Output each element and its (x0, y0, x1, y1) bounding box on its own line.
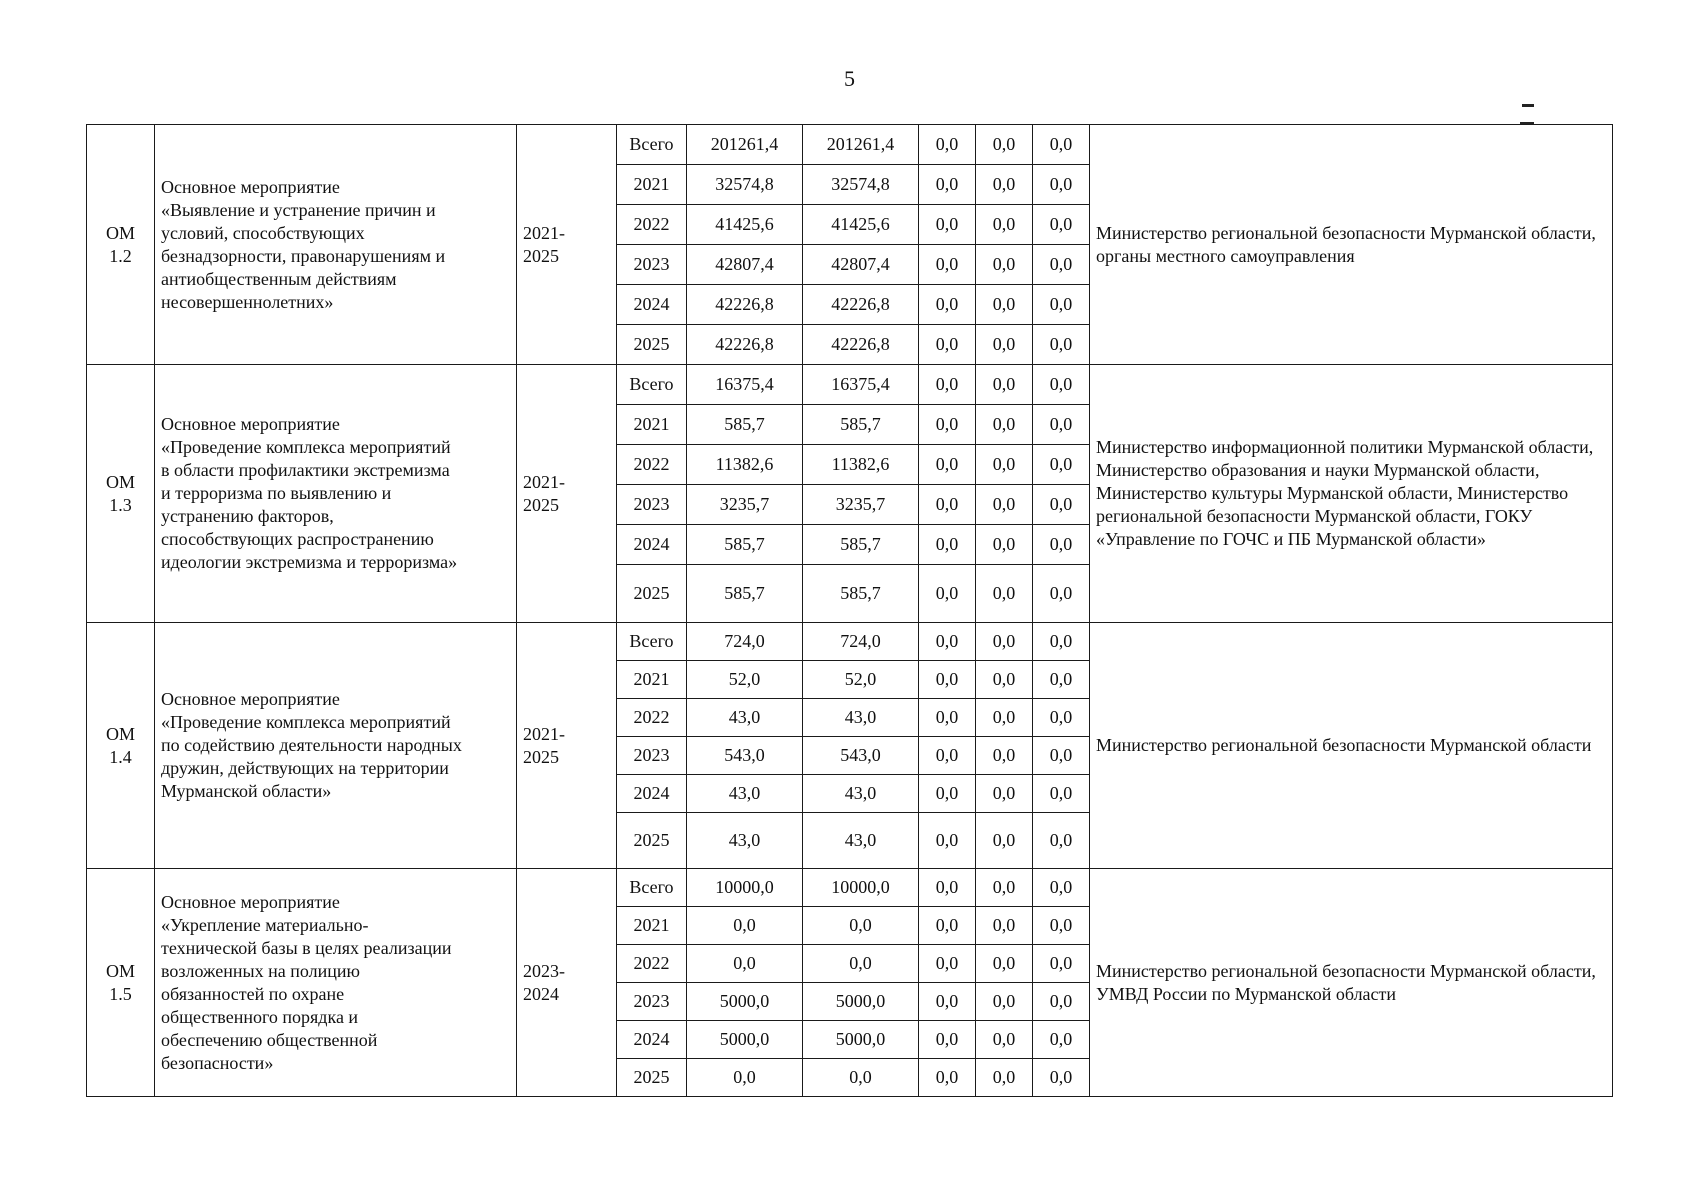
year-cell: Всего (617, 125, 687, 165)
value-local-cell: 0,0 (976, 525, 1033, 565)
activity-code: ОМ 1.2 (87, 125, 155, 365)
value-other-cell: 0,0 (1033, 1021, 1090, 1059)
value-total-cell: 43,0 (687, 813, 803, 869)
year-cell: 2023 (617, 983, 687, 1021)
value-local-cell: 0,0 (976, 737, 1033, 775)
value-federal-cell: 0,0 (919, 285, 976, 325)
responsible-executor: Министерство региональной безопасности Мурманской области, УМВД России по Мурманской области (1090, 869, 1613, 1097)
value-local-cell: 0,0 (976, 623, 1033, 661)
activity-name: Основное мероприятие «Выявление и устранение причин и условий, способствующих безнадзорности, правонарушениям и антиобщественным действиям несовершеннолетних» (155, 125, 517, 365)
value-local-cell: 0,0 (976, 325, 1033, 365)
value-local-cell: 0,0 (976, 205, 1033, 245)
value-other-cell: 0,0 (1033, 661, 1090, 699)
value-total-cell: 16375,4 (687, 365, 803, 405)
value-local-cell: 0,0 (976, 775, 1033, 813)
value-local-cell: 0,0 (976, 1059, 1033, 1097)
year-cell: 2021 (617, 165, 687, 205)
value-total-cell: 585,7 (687, 565, 803, 623)
value-other-cell: 0,0 (1033, 699, 1090, 737)
value-local-cell: 0,0 (976, 405, 1033, 445)
value-federal-cell: 0,0 (919, 245, 976, 285)
value-other-cell: 0,0 (1033, 775, 1090, 813)
value-regional-cell: 0,0 (803, 1059, 919, 1097)
year-cell: 2022 (617, 699, 687, 737)
value-regional-cell: 0,0 (803, 907, 919, 945)
year-cell: 2022 (617, 445, 687, 485)
activity-name: Основное мероприятие «Проведение комплекса мероприятий в области профилактики экстремизма и терроризма по выявлению и устранению факторов, способствующих распространению идеологии экстремизма и терроризма» (155, 365, 517, 623)
value-regional-cell: 32574,8 (803, 165, 919, 205)
value-regional-cell: 585,7 (803, 525, 919, 565)
value-regional-cell: 43,0 (803, 775, 919, 813)
year-cell: 2022 (617, 945, 687, 983)
value-regional-cell: 42226,8 (803, 325, 919, 365)
value-total-cell: 11382,6 (687, 445, 803, 485)
year-cell: 2021 (617, 907, 687, 945)
responsible-executor: Министерство информационной политики Мурманской области, Министерство образования и науки Мурманской области, Министерство культуры Мурманской области, Министерство региональной безопасности Мурманской области, ГОКУ «Управление по ГОЧС и ПБ Мурманской области» (1090, 365, 1613, 623)
value-federal-cell: 0,0 (919, 205, 976, 245)
value-other-cell: 0,0 (1033, 245, 1090, 285)
value-total-cell: 201261,4 (687, 125, 803, 165)
value-total-cell: 585,7 (687, 525, 803, 565)
year-cell: 2024 (617, 285, 687, 325)
activity-period: 2021- 2025 (517, 365, 617, 623)
year-cell: 2024 (617, 1021, 687, 1059)
value-total-cell: 0,0 (687, 945, 803, 983)
value-other-cell: 0,0 (1033, 945, 1090, 983)
value-local-cell: 0,0 (976, 661, 1033, 699)
year-cell: 2024 (617, 775, 687, 813)
page-number: 5 (844, 66, 855, 91)
scan-mark (1522, 104, 1534, 107)
value-local-cell: 0,0 (976, 245, 1033, 285)
year-cell: 2021 (617, 405, 687, 445)
value-federal-cell: 0,0 (919, 445, 976, 485)
year-cell: 2023 (617, 485, 687, 525)
value-other-cell: 0,0 (1033, 285, 1090, 325)
value-federal-cell: 0,0 (919, 945, 976, 983)
value-regional-cell: 43,0 (803, 813, 919, 869)
activity-period: 2021- 2025 (517, 125, 617, 365)
value-regional-cell: 10000,0 (803, 869, 919, 907)
value-federal-cell: 0,0 (919, 869, 976, 907)
value-federal-cell: 0,0 (919, 775, 976, 813)
value-regional-cell: 5000,0 (803, 1021, 919, 1059)
activity-name: Основное мероприятие «Укрепление материально- технической базы в целях реализации возложенных на полицию обязанностей по охране общественного порядка и обеспечению общественной безопасности» (155, 869, 517, 1097)
value-federal-cell: 0,0 (919, 737, 976, 775)
table-row (87, 365, 1613, 405)
value-regional-cell: 3235,7 (803, 485, 919, 525)
activity-code: ОМ 1.5 (87, 869, 155, 1097)
value-total-cell: 0,0 (687, 1059, 803, 1097)
value-total-cell: 5000,0 (687, 983, 803, 1021)
value-federal-cell: 0,0 (919, 983, 976, 1021)
value-other-cell: 0,0 (1033, 485, 1090, 525)
value-federal-cell: 0,0 (919, 165, 976, 205)
value-total-cell: 42226,8 (687, 325, 803, 365)
value-total-cell: 3235,7 (687, 485, 803, 525)
value-regional-cell: 41425,6 (803, 205, 919, 245)
value-local-cell: 0,0 (976, 365, 1033, 405)
value-federal-cell: 0,0 (919, 1059, 976, 1097)
value-regional-cell: 16375,4 (803, 365, 919, 405)
year-cell: 2025 (617, 1059, 687, 1097)
year-cell: 2022 (617, 205, 687, 245)
value-total-cell: 585,7 (687, 405, 803, 445)
activity-name: Основное мероприятие «Проведение комплекса мероприятий по содействию деятельности народных дружин, действующих на территории Мурманской области» (155, 623, 517, 869)
year-cell: 2021 (617, 661, 687, 699)
value-federal-cell: 0,0 (919, 125, 976, 165)
activity-code: ОМ 1.3 (87, 365, 155, 623)
value-other-cell: 0,0 (1033, 205, 1090, 245)
year-cell: 2023 (617, 245, 687, 285)
value-local-cell: 0,0 (976, 165, 1033, 205)
value-total-cell: 10000,0 (687, 869, 803, 907)
value-local-cell: 0,0 (976, 983, 1033, 1021)
value-total-cell: 42807,4 (687, 245, 803, 285)
value-total-cell: 43,0 (687, 775, 803, 813)
value-local-cell: 0,0 (976, 485, 1033, 525)
value-federal-cell: 0,0 (919, 661, 976, 699)
responsible-executor: Министерство региональной безопасности Мурманской области (1090, 623, 1613, 869)
value-local-cell: 0,0 (976, 907, 1033, 945)
value-regional-cell: 543,0 (803, 737, 919, 775)
value-federal-cell: 0,0 (919, 405, 976, 445)
value-federal-cell: 0,0 (919, 525, 976, 565)
value-other-cell: 0,0 (1033, 869, 1090, 907)
value-other-cell: 0,0 (1033, 623, 1090, 661)
year-cell: 2025 (617, 325, 687, 365)
value-federal-cell: 0,0 (919, 325, 976, 365)
value-local-cell: 0,0 (976, 945, 1033, 983)
value-other-cell: 0,0 (1033, 445, 1090, 485)
year-cell: 2023 (617, 737, 687, 775)
value-total-cell: 543,0 (687, 737, 803, 775)
value-total-cell: 724,0 (687, 623, 803, 661)
value-local-cell: 0,0 (976, 869, 1033, 907)
table-row (87, 623, 1613, 661)
value-regional-cell: 724,0 (803, 623, 919, 661)
value-total-cell: 43,0 (687, 699, 803, 737)
value-federal-cell: 0,0 (919, 1021, 976, 1059)
value-federal-cell: 0,0 (919, 907, 976, 945)
value-other-cell: 0,0 (1033, 983, 1090, 1021)
value-local-cell: 0,0 (976, 1021, 1033, 1059)
value-other-cell: 0,0 (1033, 907, 1090, 945)
value-local-cell: 0,0 (976, 125, 1033, 165)
value-total-cell: 32574,8 (687, 165, 803, 205)
value-regional-cell: 5000,0 (803, 983, 919, 1021)
value-other-cell: 0,0 (1033, 325, 1090, 365)
value-total-cell: 41425,6 (687, 205, 803, 245)
activity-period: 2021- 2025 (517, 623, 617, 869)
value-regional-cell: 52,0 (803, 661, 919, 699)
value-local-cell: 0,0 (976, 445, 1033, 485)
value-regional-cell: 201261,4 (803, 125, 919, 165)
year-cell: 2025 (617, 813, 687, 869)
value-regional-cell: 0,0 (803, 945, 919, 983)
value-local-cell: 0,0 (976, 565, 1033, 623)
responsible-executor: Министерство региональной безопасности Мурманской области, органы местного самоуправления (1090, 125, 1613, 365)
value-total-cell: 42226,8 (687, 285, 803, 325)
year-cell: Всего (617, 869, 687, 907)
value-federal-cell: 0,0 (919, 699, 976, 737)
value-regional-cell: 42226,8 (803, 285, 919, 325)
value-federal-cell: 0,0 (919, 565, 976, 623)
table-row (87, 125, 1613, 165)
value-other-cell: 0,0 (1033, 165, 1090, 205)
value-federal-cell: 0,0 (919, 813, 976, 869)
value-local-cell: 0,0 (976, 699, 1033, 737)
table-row (87, 869, 1613, 907)
value-other-cell: 0,0 (1033, 813, 1090, 869)
value-local-cell: 0,0 (976, 813, 1033, 869)
year-cell: Всего (617, 623, 687, 661)
activity-code: ОМ 1.4 (87, 623, 155, 869)
value-federal-cell: 0,0 (919, 485, 976, 525)
value-total-cell: 0,0 (687, 907, 803, 945)
value-other-cell: 0,0 (1033, 1059, 1090, 1097)
table-body (87, 125, 1613, 1097)
value-other-cell: 0,0 (1033, 525, 1090, 565)
value-regional-cell: 585,7 (803, 565, 919, 623)
value-other-cell: 0,0 (1033, 565, 1090, 623)
value-regional-cell: 11382,6 (803, 445, 919, 485)
value-total-cell: 52,0 (687, 661, 803, 699)
year-cell: Всего (617, 365, 687, 405)
value-regional-cell: 43,0 (803, 699, 919, 737)
value-other-cell: 0,0 (1033, 405, 1090, 445)
year-cell: 2025 (617, 565, 687, 623)
value-total-cell: 5000,0 (687, 1021, 803, 1059)
value-regional-cell: 585,7 (803, 405, 919, 445)
activities-table (86, 124, 1613, 1097)
value-federal-cell: 0,0 (919, 365, 976, 405)
value-local-cell: 0,0 (976, 285, 1033, 325)
value-federal-cell: 0,0 (919, 623, 976, 661)
year-cell: 2024 (617, 525, 687, 565)
value-other-cell: 0,0 (1033, 737, 1090, 775)
activity-period: 2023- 2024 (517, 869, 617, 1097)
value-other-cell: 0,0 (1033, 365, 1090, 405)
value-regional-cell: 42807,4 (803, 245, 919, 285)
value-other-cell: 0,0 (1033, 125, 1090, 165)
